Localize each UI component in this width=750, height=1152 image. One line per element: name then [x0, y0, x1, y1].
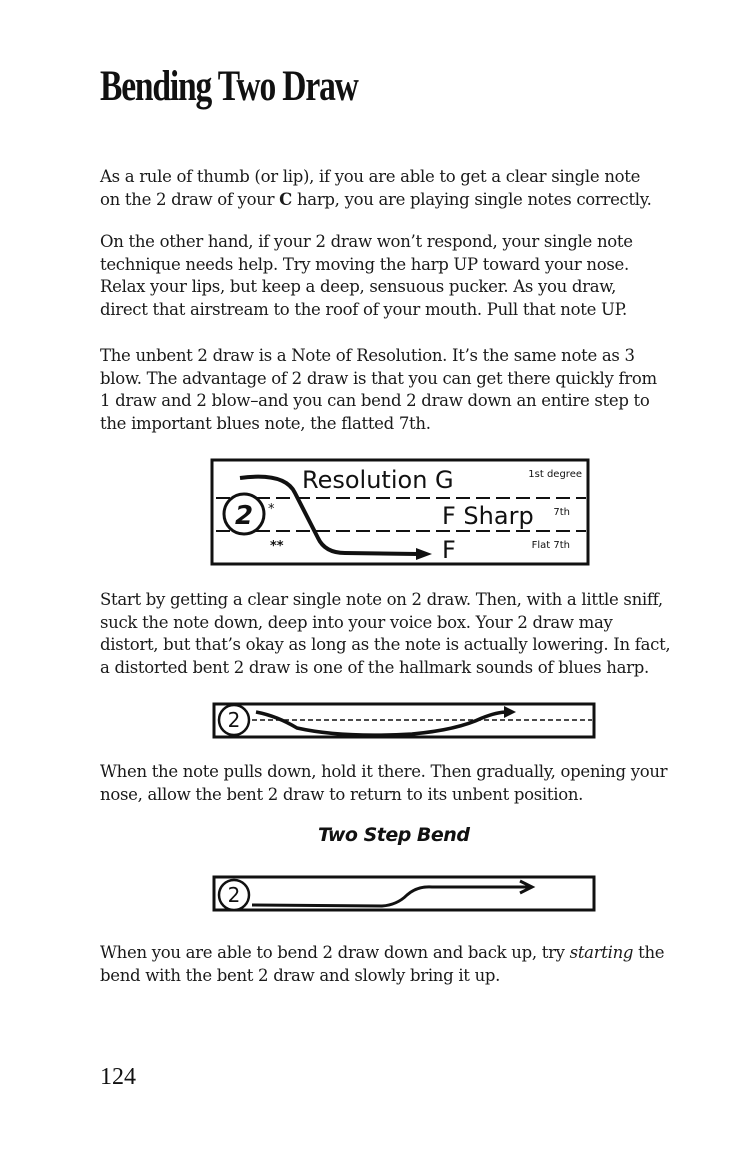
text-line: Relax your lips, but keep a deep, sensuous pucker. As you draw, [100, 277, 617, 296]
text-span: on the 2 draw of your [100, 189, 280, 209]
text-line: As a rule of thumb (or lip), if you are able to get a clear single note [100, 167, 641, 186]
text-line: the important blues note, the flatted 7th. [100, 413, 431, 433]
text-line: bend with the bent 2 draw and slowly bring it up. [100, 965, 501, 985]
page-number: 124 [100, 1064, 136, 1090]
text-line [100, 189, 700, 212]
degree-label: 7th [553, 507, 570, 518]
bend-release-diagram [212, 700, 598, 740]
text-line: suck the note down, deep into your voice box. Your 2 draw may [100, 612, 613, 632]
paragraph-start-bent [100, 942, 700, 987]
paragraph-start-bend [100, 589, 700, 679]
text-line: The unbent 2 draw is a Note of Resolution. It’s the same note as 3 [100, 346, 635, 365]
two-step-bend-diagram [212, 873, 598, 913]
note-label: F Sharp [442, 502, 534, 530]
text-span: When you are able to bend 2 draw down and back up, try [100, 943, 570, 962]
text-line: technique needs help. Try moving the harp UP toward your nose. [100, 254, 629, 274]
degree-label: Flat 7th [531, 540, 570, 551]
text-line: Start by getting a clear single note on 2 draw. Then, with a little sniff, [100, 590, 663, 609]
bend-diagram [210, 458, 590, 568]
paragraph-resolution [100, 345, 700, 435]
emphasis-text: starting [569, 943, 634, 962]
text-line: 1 draw and 2 blow–and you can bend 2 draw down an entire step to [100, 391, 650, 410]
hole-number: 2 [227, 883, 241, 907]
paragraph-technique [100, 231, 700, 321]
note-label: Resolution G [302, 466, 454, 494]
text-line: nose, allow the bent 2 draw to return to its unbent position. [100, 784, 584, 804]
note-label: F [442, 536, 456, 564]
paragraph-intro [100, 166, 700, 211]
page-title: Bending Two Draw [100, 63, 358, 110]
text-line: On the other hand, if your 2 draw won’t respond, your single note [100, 232, 633, 251]
text-line: a distorted bent 2 draw is one of the hallmark sounds of blues harp. [100, 657, 649, 677]
text-span: the [633, 943, 665, 962]
degree-label: 1st degree [528, 469, 582, 480]
paragraph-hold [100, 761, 700, 806]
double-star: ** [270, 539, 284, 554]
hole-number: 2 [227, 708, 241, 732]
text-line: When the note pulls down, hold it there. Then gradually, opening your [100, 762, 668, 781]
single-star: * [268, 502, 275, 517]
text-line [100, 942, 700, 965]
harp-key: C [279, 189, 293, 209]
text-line: direct that airstream to the roof of your mouth. Pull that note UP. [100, 299, 628, 319]
text-line: blow. The advantage of 2 draw is that you can get there quickly from [100, 368, 657, 388]
diagram-caption: Two Step Bend [318, 824, 470, 846]
text-span: harp, you are playing single notes correctly. [292, 189, 652, 209]
hole-number: 2 [234, 501, 254, 531]
text-line: distort, but that’s okay as long as the note is actually lowering. In fact, [100, 635, 671, 654]
